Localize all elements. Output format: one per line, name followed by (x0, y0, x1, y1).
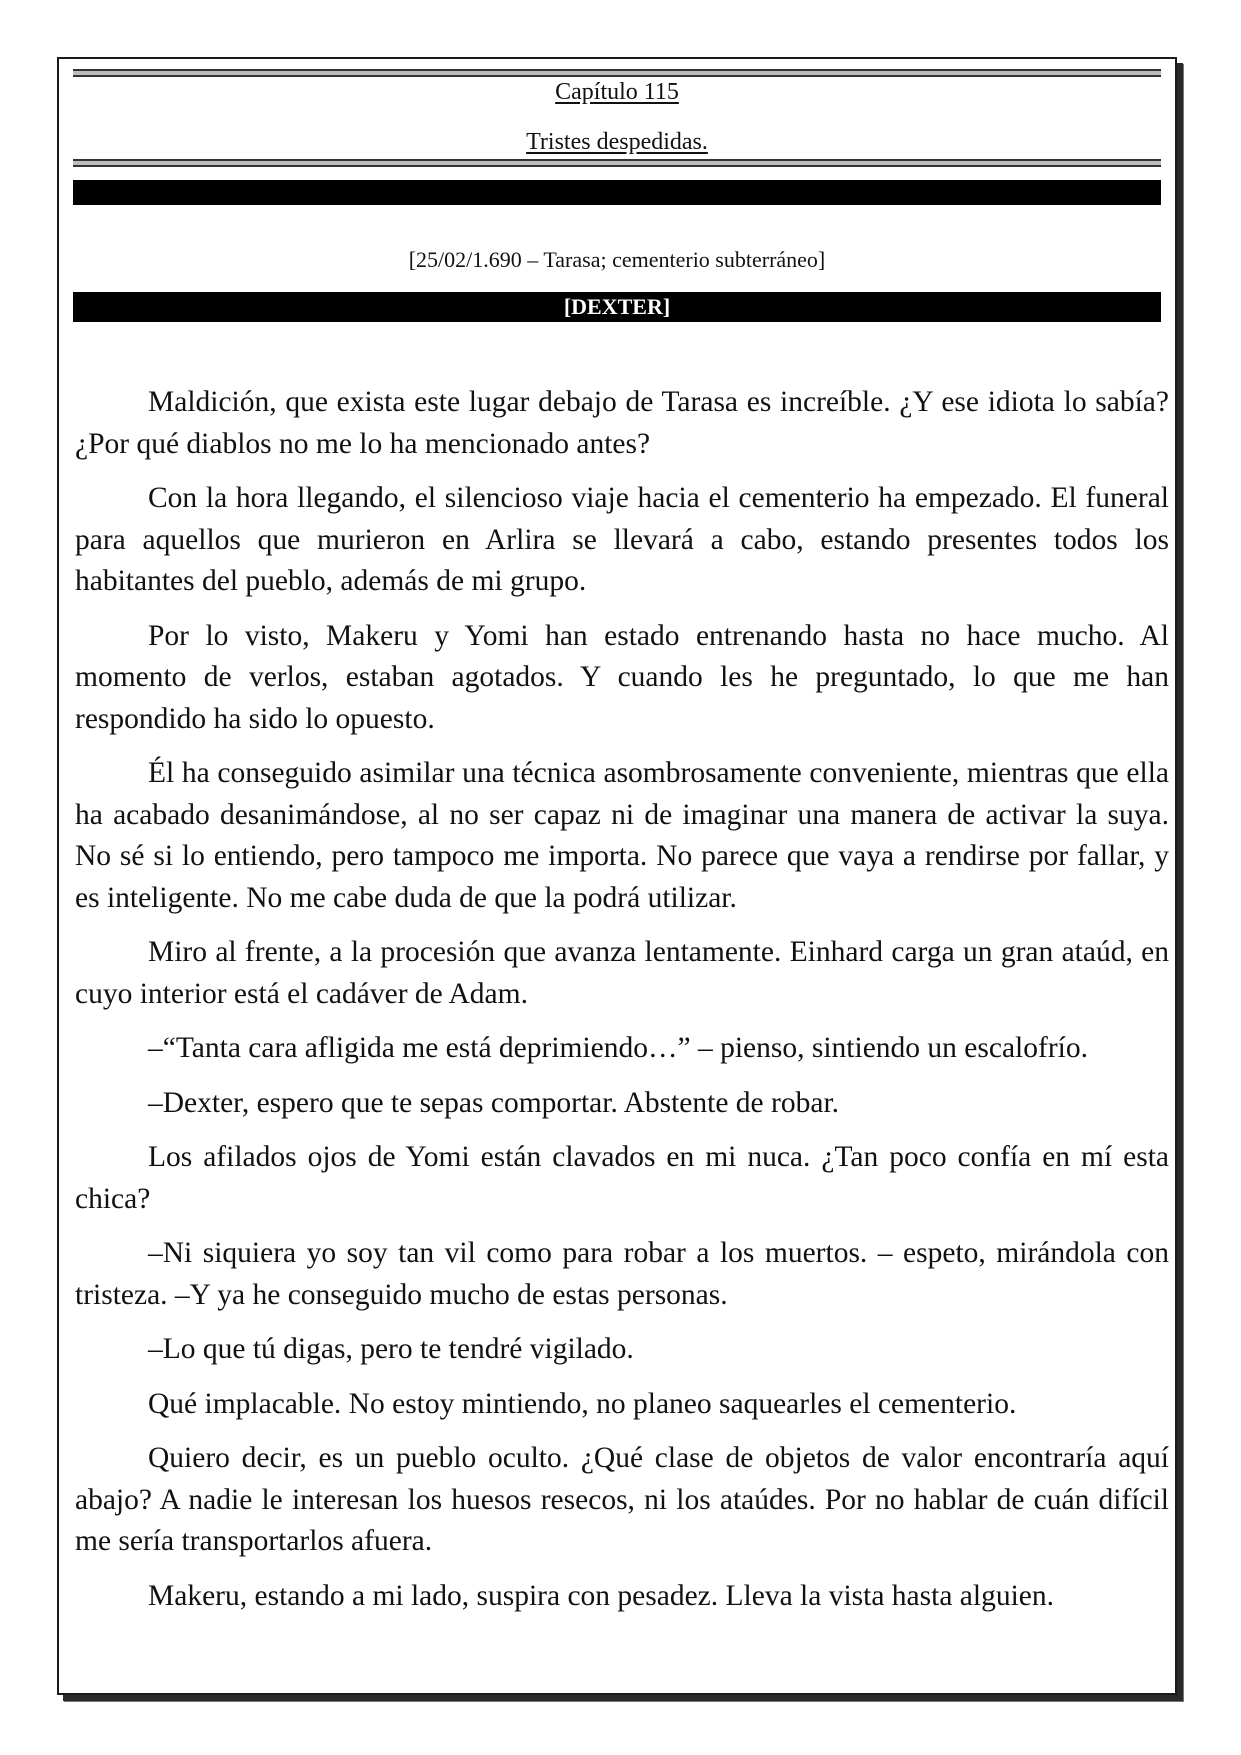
paragraph: Los afilados ojos de Yomi están clavados en mi nuca. ¿Tan poco confía en mí esta chica? (75, 1141, 1169, 1215)
chapter-body (75, 382, 1169, 1630)
page-frame (57, 57, 1177, 1695)
pov-label: [DEXTER] (563, 294, 671, 319)
paragraph: Makeru, estando a mi lado, suspira con pesadez. Lleva la vista hasta alguien. (148, 1579, 1055, 1612)
paragraph: Por lo visto, Makeru y Yomi han estado entrenando hasta no hace mucho. Al momento de verlos, estaban agotados. Y cuando les he preguntado, lo que me han respondido ha sido lo opuesto. (75, 619, 1169, 735)
paragraph: Él ha conseguido asimilar una técnica asombrosamente conveniente, mientras que ella ha acabado desanimándose, al no ser capaz ni de imaginar una manera de activar la suya. No sé si lo entiendo, pero tampoco me importa. No parece que vaya a rendirse por fallar, y es inteligente. No me cabe duda de que la podrá utilizar. (75, 757, 1169, 914)
paragraph: Quiero decir, es un pueblo oculto. ¿Qué clase de objetos de valor encontraría aquí abajo? A nadie le interesan los huesos resecos, ni los ataúdes. Por no hablar de cuán difícil me sería transportarlos afuera. (75, 1442, 1169, 1557)
chapter-title: Tristes despedidas. (526, 129, 708, 155)
paragraph: –“Tanta cara afligida me está deprimiendo…” – pienso, sintiendo un escalofrío. (148, 1032, 1088, 1064)
bottom-double-rule (73, 159, 1161, 167)
paragraph: Maldición, que exista este lugar debajo de Tarasa es increíble. ¿Y ese idiota lo sabía? ¿Por qué diablos no me lo ha mencionado antes? (75, 386, 1169, 460)
paragraph: Qué implacable. No estoy mintiendo, no planeo saquearles el cementerio. (148, 1387, 1017, 1420)
pov-bar (73, 292, 1161, 322)
paragraph: Miro al frente, a la procesión que avanza lentamente. Einhard carga un gran ataúd, en cuyo interior está el cadáver de Adam. (75, 936, 1169, 1010)
paragraph: –Dexter, espero que te sepas comportar. Abstente de robar. (148, 1086, 840, 1119)
paragraph: Con la hora llegando, el silencioso viaje hacia el cementerio ha empezado. El funeral para aquellos que murieron en Arlira se llevará a cabo, estando presentes todos los habitantes del pueblo, además de mi grupo. (75, 482, 1169, 597)
paragraph: –Ni siquiera yo soy tan vil como para robar a los muertos. – espeto, mirándola con tristeza. –Y ya he conseguido mucho de estas personas. (75, 1237, 1169, 1311)
top-double-rule (73, 69, 1161, 77)
paragraph: –Lo que tú digas, pero te tendré vigilado. (148, 1333, 634, 1365)
chapter-number: Capítulo 115 (555, 79, 679, 105)
black-separator-bar (73, 180, 1161, 205)
scene-location: [25/02/1.690 – Tarasa; cementerio subterráneo] (408, 247, 826, 272)
